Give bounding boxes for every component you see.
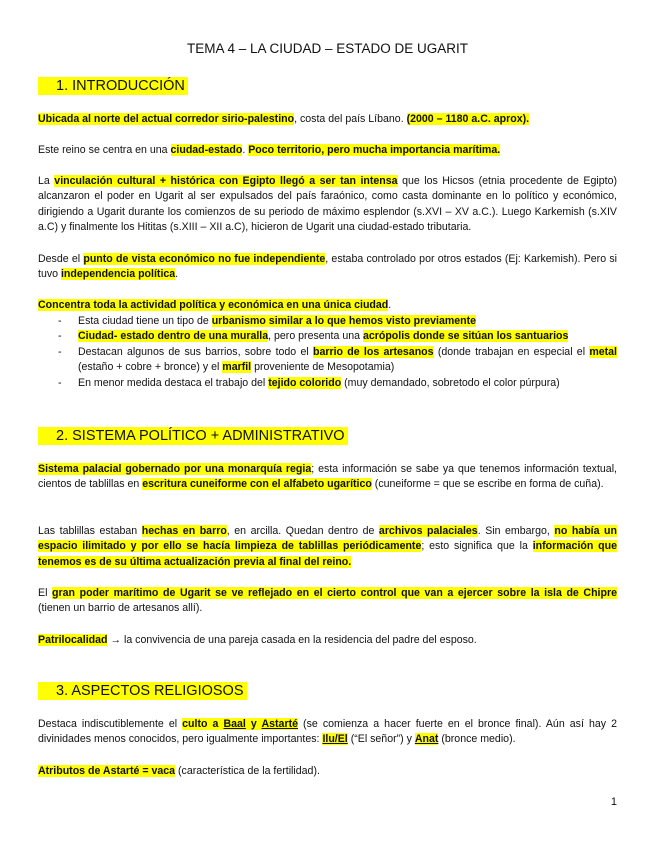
highlighted-text: Ubicada al norte del actual corredor sirio-palestino	[38, 113, 295, 125]
highlighted-text: Concentra toda la actividad política y económica en una única ciudad	[38, 299, 389, 311]
text: (tienen un barrio de artesanos allí).	[38, 602, 203, 615]
paragraph	[38, 112, 617, 127]
text: (se comienza a hacer fuerte en el bronce final). Aún así hay 2 divinidades menos conocidos, pero igualmente importantes:	[38, 718, 617, 746]
paragraph	[38, 633, 617, 648]
text: → la convivencia de una pareja casada en la residencia del padre del esposo.	[107, 634, 477, 646]
paragraph	[38, 586, 617, 617]
deity-name: Baal	[223, 718, 246, 730]
highlighted-text: Poco territorio, pero mucha importancia marítima.	[248, 144, 501, 156]
list-item: - En menor medida destaca el trabajo del tejido colorido (muy demandado, sobretodo el color púrpura)	[38, 376, 617, 391]
highlighted-text: Sistema palacial gobernado por una monarquía regia	[38, 463, 312, 475]
text: que los Hicsos (etnia procedente de Egipto) alcanzaron el poder en Ugarit al ser expulsados del país faraónico, como casta dominante en lo político y económico, dirigiendo a Ugarit durante los comienzos de su periodo de máximo esplendor (s.XVI – XV a.C.). Luego Karkemish (s.XIV a.C) y finalmente los Hititas (s.XIII – XII a.C), hicieron de Ugarit una ciudad-estado tributaria.	[38, 175, 617, 234]
text: , costa del país Líbano.	[294, 113, 407, 125]
list-item: - Destacan algunos de sus barrios, sobre todo el barrio de los artesanos (donde trabajan en especial el metal (estaño + cobre + bronce) y el marfil proveniente de Mesopotamia)	[38, 345, 617, 376]
paragraph	[38, 764, 617, 779]
deity-name: Anat	[414, 733, 439, 746]
text: (bronce medio).	[438, 733, 516, 746]
heading-highlight: 2. SISTEMA POLÍTICO + ADMINISTRATIVO	[38, 427, 348, 445]
highlighted-text: gran poder marítimo de Ugarit se ve reflejado en el cierto control que van a ejercer sobre la isla de Chipre	[52, 587, 617, 599]
text: .	[175, 268, 179, 281]
text: Este reino se centra en una	[38, 144, 171, 156]
paragraph	[38, 174, 617, 236]
highlighted-text: (2000 – 1180 a.C. aprox).	[406, 113, 530, 125]
text: (característica de la fertilidad).	[175, 765, 320, 777]
text: Las tablillas estaban	[38, 525, 142, 537]
text: La	[38, 175, 55, 187]
highlighted-text: vinculación cultural + histórica con Egipto llegó a ser tan intensa	[54, 175, 398, 187]
text: , estaba controlado por otros estados (Ej: Karkemish). Pero si tuvo	[38, 253, 617, 281]
highlighted-text: ciudad-estado	[170, 144, 243, 156]
section-heading-sistema-politico	[38, 426, 348, 447]
highlighted-text: culto a	[182, 718, 224, 730]
highlighted-text: hechas en barro	[141, 525, 227, 537]
deity-name: Ilu/El	[322, 733, 348, 746]
list-item: - Esta ciudad tiene un tipo de urbanismo similar a lo que hemos visto previamente	[38, 314, 617, 329]
text: (“El señor”) y	[347, 733, 415, 746]
text: (cuneiforme = que se escribe en forma de cuña).	[371, 478, 604, 491]
paragraph	[38, 143, 617, 158]
paragraph	[38, 252, 617, 283]
text: Desde el	[38, 253, 84, 265]
text: El	[38, 587, 53, 599]
highlighted-text: y	[245, 718, 262, 730]
text: ; esta información se sabe ya que tenemos información textual, cientos de tablillas en	[38, 463, 617, 491]
highlighted-text: independencia política	[60, 268, 176, 281]
page-title: TEMA 4 – LA CIUDAD – ESTADO DE UGARIT	[186, 41, 469, 56]
heading-highlight: 3. ASPECTOS RELIGIOSOS	[38, 682, 247, 700]
section-heading-aspectos-religiosos	[38, 681, 247, 702]
highlighted-text: información que tenemos es de su última actualización previa al final del reino.	[38, 540, 617, 568]
list-item: - Ciudad- estado dentro de una muralla, pero presenta una acrópolis donde se sitúan los santuarios	[38, 329, 617, 344]
text: . Sin embargo,	[477, 525, 555, 537]
highlighted-text: archivos palaciales	[378, 525, 478, 537]
paragraph	[38, 717, 617, 748]
highlighted-text: no había un espacio ilimitado y por ello se hacía limpieza de tablillas periódicamente	[38, 525, 617, 553]
heading-highlight: 1. INTRODUCCIÓN	[38, 77, 188, 95]
section-heading-introduccion	[38, 76, 188, 97]
paragraph	[38, 298, 617, 313]
highlighted-text: Atributos de Astarté = vaca	[38, 765, 176, 777]
text: Destaca indiscutiblemente el	[38, 718, 183, 730]
page-number: 1	[610, 796, 617, 808]
text: , en arcilla. Quedan dentro de	[226, 525, 379, 537]
paragraph	[38, 524, 617, 570]
highlighted-text: punto de vista económico no fue independiente	[83, 253, 326, 265]
deity-name: Astarté	[261, 718, 298, 730]
text: .	[388, 299, 392, 311]
highlighted-text: escritura cuneiforme con el alfabeto ugarítico	[142, 478, 372, 491]
highlighted-text: Patrilocalidad	[38, 634, 108, 646]
text: .	[242, 144, 249, 156]
text: ; esto significa que la	[421, 540, 533, 553]
paragraph	[38, 462, 617, 493]
bullet-list	[38, 314, 617, 391]
